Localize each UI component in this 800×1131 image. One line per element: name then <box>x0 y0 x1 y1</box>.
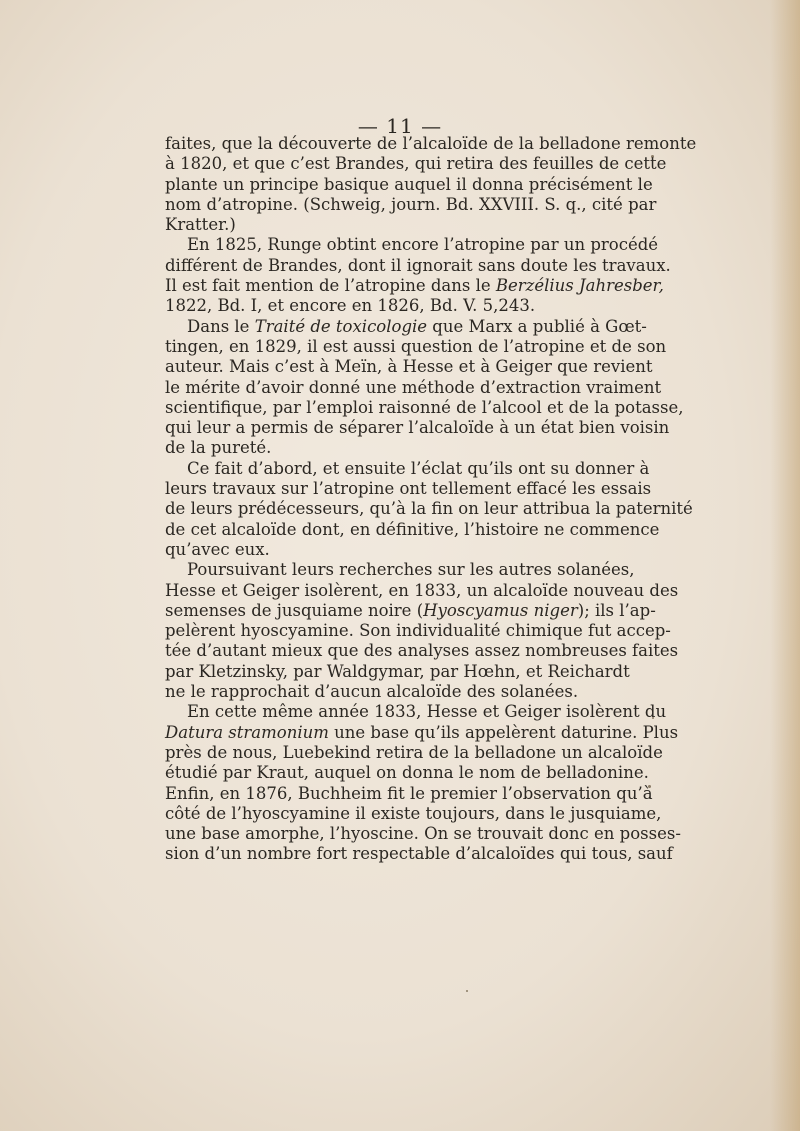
text-line <box>165 580 679 601</box>
text-segment: étudié par Kraut, auquel on donna le nom de belladonine. <box>165 763 649 783</box>
text-line <box>165 458 650 479</box>
text-line <box>165 235 659 255</box>
text-segment: Il est fait mention de l’atropine dans le <box>165 276 496 296</box>
italic-text: Datura stramonium <box>165 722 329 742</box>
text-segment: tée d’autant mieux que des analyses assez nombreuses faites <box>165 641 679 661</box>
text-line <box>165 722 679 743</box>
text-line <box>165 276 664 296</box>
text-segment: près de nous, Luebekind retira de la belladone un alcaloïde <box>165 742 663 762</box>
text-line <box>165 174 653 195</box>
text-segment: Poursuivant leurs recherches sur les autres solanées, <box>187 560 635 580</box>
text-line <box>165 702 667 722</box>
text-segment: nom d’atropine. (Schweig, journ. Bd. XXVIII. S. q., cité par <box>165 194 657 214</box>
text-line <box>165 336 667 357</box>
text-line <box>165 682 629 702</box>
body-text <box>165 134 697 865</box>
text-line <box>165 215 629 235</box>
text-line <box>165 154 667 174</box>
text-line <box>165 560 635 580</box>
text-segment: ne le rapprochait d’aucun alcaloïde des solanées. <box>165 682 579 702</box>
text-line <box>165 783 653 804</box>
text-line <box>165 194 657 215</box>
text-segment: En 1825, Runge obtint encore l’atropine par un procédé <box>187 235 659 255</box>
text-segment: une base amorphe, l’hyoscine. On se trouvait donc en posses- <box>165 824 681 844</box>
text-line <box>165 377 662 398</box>
text-line <box>165 316 647 337</box>
text-line <box>165 519 660 540</box>
text-segment: Dans le <box>187 316 255 336</box>
text-line <box>165 824 681 844</box>
italic-text: Berzélius Jahresber, <box>495 276 664 296</box>
text-line <box>165 662 629 682</box>
text-line <box>165 296 629 316</box>
text-segment: de cet alcaloïde dont, en définitive, l’histoire ne commence <box>165 519 660 539</box>
text-segment: En cette même année 1833, Hesse et Geiger isolèrent du <box>187 702 667 722</box>
text-line <box>165 397 684 418</box>
text-line <box>165 803 662 824</box>
text-segment: ); ils l’ap- <box>577 600 656 620</box>
text-segment: qui leur a permis de séparer l’alcaloïde à un état bien voisin <box>165 418 670 438</box>
text-line <box>165 438 629 458</box>
text-segment: tingen, en 1829, il est aussi question de l’atropine et de son <box>165 336 667 356</box>
text-segment: auteur. Mais c’est à Meïn, à Hesse et à Geiger que revient <box>165 357 653 377</box>
text-segment: leurs travaux sur l’atropine ont tellement effacé les essais <box>165 479 652 499</box>
italic-text: Traité de toxicologie <box>254 316 428 336</box>
text-segment: 1822, Bd. I, et encore en 1826, Bd. V. 5,243. <box>165 296 536 316</box>
text-segment: semenses de jusquiame noire ( <box>165 600 424 620</box>
text-line <box>165 844 673 864</box>
text-segment: scientifique, par l’emploi raisonné de l’alcool et de la potasse, <box>165 397 684 417</box>
text-segment: de leurs prédécesseurs, qu’à la fin on leur attribua la paternité <box>165 499 693 519</box>
text-segment: côté de l’hyoscyamine il existe toujours, dans le jusquiame, <box>165 803 662 823</box>
text-segment: de la pureté. <box>165 438 272 458</box>
text-line <box>165 742 663 763</box>
text-segment: sion d’un nombre fort respectable d’alcaloïdes qui tous, sauf <box>165 844 673 864</box>
page-edge-shadow <box>770 0 800 1131</box>
italic-text: Hyoscyamus niger <box>423 600 578 620</box>
text-segment: Hesse et Geiger isolèrent, en 1833, un alcaloïde nouveau des <box>165 580 679 600</box>
text-line <box>165 600 656 621</box>
text-segment: par Kletzinsky, par Waldgymar, par Hœhn, et Reichardt <box>165 661 630 681</box>
text-line <box>165 418 670 438</box>
text-segment: pelèrent hyoscyamine. Son individualité chimique fut accep- <box>165 621 671 641</box>
page-number: — 11 — <box>357 114 443 138</box>
text-line <box>165 357 653 377</box>
text-segment: différent de Brandes, dont il ignorait sans doute les travaux. <box>165 255 671 275</box>
text-segment: que Marx a publié à Gœt- <box>427 316 647 336</box>
text-segment: le mérite d’avoir donné une méthode d’extraction vraiment <box>165 377 662 397</box>
text-line <box>165 641 679 661</box>
text-line <box>165 763 649 783</box>
text-line <box>165 255 671 276</box>
text-line <box>165 479 652 499</box>
text-segment: une base qu’ils appelèrent daturine. Plus <box>328 722 679 742</box>
text-segment: qu’avec eux. <box>165 539 270 559</box>
text-segment: Enfin, en 1876, Buchheim fit le premier l’observation qu’à <box>165 783 653 803</box>
text-segment: Ce fait d’abord, et ensuite l’éclat qu’ils ont su donner à <box>187 458 650 478</box>
paper-speck <box>466 990 468 992</box>
text-segment: Kratter.) <box>165 215 236 235</box>
text-segment: faites, que la découverte de l’alcaloïde de la belladone remonte <box>165 134 697 153</box>
text-line <box>165 499 693 519</box>
text-line <box>165 540 629 560</box>
text-segment: à 1820, et que c’est Brandes, qui retira des feuilles de cette <box>165 154 667 174</box>
text-line <box>165 621 671 641</box>
text-line <box>165 134 697 154</box>
text-segment: plante un principe basique auquel il donna précisément le <box>165 174 653 194</box>
